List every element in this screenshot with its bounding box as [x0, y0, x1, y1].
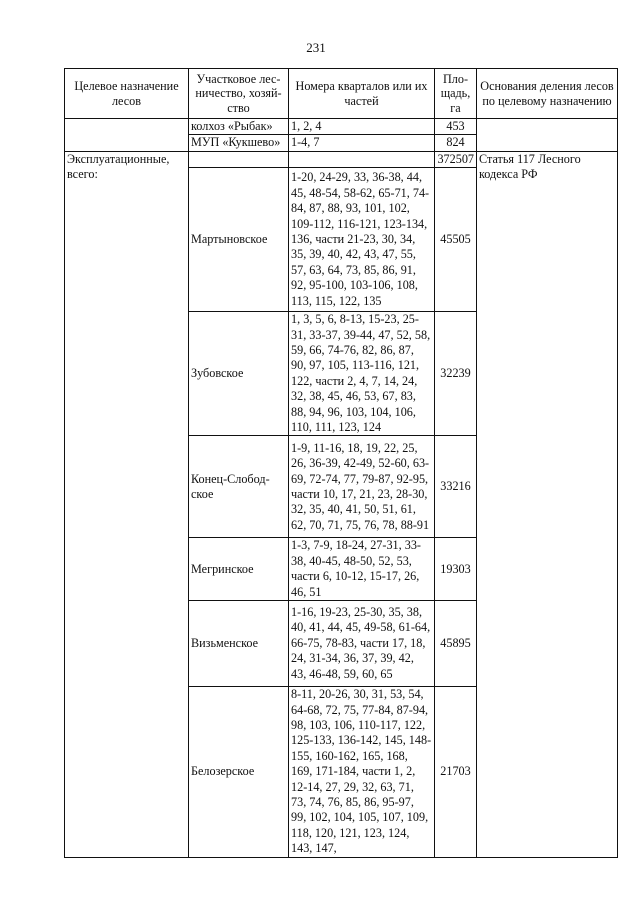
district-cell: Зубовское [189, 312, 289, 436]
district-cell: Мегринское [189, 538, 289, 601]
quarters-cell: 1-3, 7-9, 18-24, 27-31, 33-38, 40-45, 48-50, 52, 53, части 6, 10-12, 15-17, 26, 46, 51 [289, 538, 435, 601]
quarters-cell: 1-16, 19-23, 25-30, 35, 38, 40, 41, 44, 45, 49-58, 61-64, 66-75, 78-83, части 17, 18, 24, 31-34, 36, 37, 39, 42, 43, 46-48, 59, 60, 65 [289, 601, 435, 687]
header-quarters: Номера кварталов или их частей [289, 69, 435, 119]
empty-quarters-cell [289, 151, 435, 167]
page-number: 231 [306, 40, 326, 55]
area-cell: 453 [435, 119, 477, 135]
area-cell: 19303 [435, 538, 477, 601]
header-district: Участковое лес-ничество, хозяй-ство [189, 69, 289, 119]
header-purpose: Целевое назначение лесов [65, 69, 189, 119]
district-cell: МУП «Кукшево» [189, 135, 289, 151]
total-area-cell: 372507 [435, 151, 477, 167]
quarters-cell: 1, 2, 4 [289, 119, 435, 135]
quarters-cell: 1, 3, 5, 6, 8-13, 15-23, 25-31, 33-37, 39-44, 47, 52, 58, 59, 66, 74-76, 82, 86, 87, 90, 97, 105, 113-116, 121, 122, части 2, 4, 7, 14, 24, 32, 38, 45, 46, 53, 67, 83, 88, 94, 96, 103, 104, 106, 110, 111, 123, 124 [289, 312, 435, 436]
empty-district-cell [189, 151, 289, 167]
district-cell: колхоз «Рыбак» [189, 119, 289, 135]
empty-basis-cell [477, 119, 618, 152]
table-row [65, 119, 618, 135]
group-total-row [65, 151, 618, 167]
header-area: Пло-щадь, га [435, 69, 477, 119]
table-header-row [65, 69, 618, 119]
district-cell: Мартыновское [189, 168, 289, 312]
empty-purpose-cell [65, 119, 189, 152]
forest-purpose-table [64, 68, 618, 858]
area-cell: 21703 [435, 687, 477, 857]
area-cell: 824 [435, 135, 477, 151]
district-cell: Белозерское [189, 687, 289, 857]
district-cell: Визьменское [189, 601, 289, 687]
header-basis: Основания деления лесов по целевому назначению [477, 69, 618, 119]
area-cell: 45505 [435, 168, 477, 312]
quarters-cell: 8-11, 20-26, 30, 31, 53, 54, 64-68, 72, 75, 77-84, 87-94, 98, 103, 106, 110-117, 122, 125-133, 136-142, 145, 148-155, 160-162, 165, 168, 169, 171-184, части 1, 2, 12-14, 27, 29, 32, 63, 71, 73, 74, 76, 85, 86, 95-97, 99, 102, 104, 105, 107, 109, 118, 120, 121, 123, 124, 143, 147, [289, 687, 435, 857]
area-cell: 33216 [435, 436, 477, 538]
quarters-cell: 1-20, 24-29, 33, 36-38, 44, 45, 48-54, 58-62, 65-71, 74-84, 87, 88, 93, 101, 102, 109-112, 116-121, 123-134, 136, части 21-23, 30, 34, 35, 39, 40, 42, 43, 47, 55, 57, 63, 64, 73, 85, 86, 91, 92, 95-100, 103-106, 108, 113, 115, 122, 135 [289, 168, 435, 312]
quarters-cell: 1-9, 11-16, 18, 19, 22, 25, 26, 36-39, 42-49, 52-60, 63-69, 72-74, 77, 79-87, 92-95, части 10, 17, 21, 23, 28-30, 32, 35, 40, 41, 50, 51, 61, 62, 70, 71, 75, 76, 78, 88-91 [289, 436, 435, 538]
basis-cell: Статья 117 Лесного кодекса РФ [477, 151, 618, 857]
district-cell: Конец-Слобод-ское [189, 436, 289, 538]
quarters-cell: 1-4, 7 [289, 135, 435, 151]
purpose-cell: Эксплуатационные, всего: [65, 151, 189, 857]
area-cell: 32239 [435, 312, 477, 436]
area-cell: 45895 [435, 601, 477, 687]
